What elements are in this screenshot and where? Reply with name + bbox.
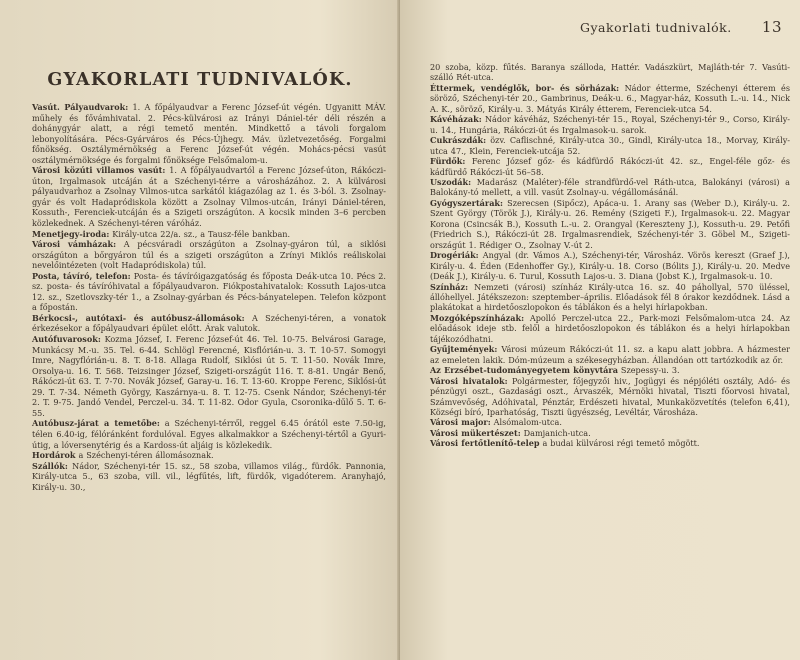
running-head — [430, 18, 790, 36]
entry-text: Kozma József, I. Ferenc József-út 46. Tel. 10-75. Belvárosi Garage, Munkácsy M.-u. 35. Tel. 6-44. Schlögl Ferencné, Kisflórián-u. 3. T. 10-57. Somogyi Imre, Nagyflórián-u. 8. T. 8-18. Allaga Rudolf, Siklósi út 5. T. 11-50. Novák Imre, Orsolya-u. 16. T. 568. Teizsinger József, Szigeti-országút 116. T. 8-81. Ungár Benő, Rákóczi-út 63. T. 7-70. Novák József, Garay-u. 16. T. 13-60. Kroppe Ferenc, Siklósi-út 29. T. 7-34. Németh György, Kaszárnya-u. 8. T. 12-75. Csenk Nándor, Széchenyi-tér 2. T. 9-75. Jandó Vendel, Perczel-u. 34. T. 11-82. Odor Gyula, Csoronika-dűlő 5. T. 6-55. — [32, 334, 386, 418]
entry-label: Menetjegy-iroda: — [32, 228, 110, 239]
entry-text: 20 szoba, közp. fűtés. Baranya szálloda, Hattér. Vadászkürt, Majláth-tér 7. Vasúti-szálló Rét-utca. — [430, 62, 790, 83]
entry — [430, 365, 790, 375]
entry-label: Szállók: — [32, 460, 68, 471]
entry-text: Ferenc József gőz- és kádfürdő Rákóczi-út 42. sz., Engel-féle gőz- és kádfürdő Rákóczi-út 56–58. — [430, 156, 790, 177]
entry — [32, 418, 386, 450]
entry-label: Városi közúti villamos vasút: — [32, 165, 166, 176]
entry-label: Az Erzsébet-tudományegyetem könyvtára — [430, 365, 618, 376]
entry-text: Madarász (Maléter)-féle strandfürdő-vel Ráth-utca, Balokányi (városi) a Balokány-tó mellett, a vill. vasút Zsolnay-u. végállomásánál. — [430, 176, 790, 198]
entry-text: Alsómalom-utca. — [490, 417, 562, 428]
entry-label: Városi major: — [430, 417, 491, 428]
right-entries — [430, 62, 790, 449]
entry — [32, 165, 386, 228]
running-title: Gyakorlati tudnivalók. — [580, 20, 732, 35]
chapter-title: GYAKORLATI TUDNIVALÓK. — [47, 70, 353, 90]
entry-text: Király-utca 22/a. sz., a Tausz-féle bankban. — [109, 228, 291, 239]
entry — [430, 438, 790, 448]
entry-text: a budai külvárosi régi temető mögött. — [539, 438, 700, 449]
entry — [430, 376, 790, 418]
entry-label: Fürdők: — [430, 156, 466, 167]
entry — [32, 461, 386, 493]
entry-label: Mozgóképszínházak: — [430, 312, 525, 323]
entry-text: 1. A főpályaudvar a Ferenc József-út végén. Ugyanitt MÁV. műhely és fővámhivatal. 2. Pécs-külvárosi az Irányi Dániel-tér déli részén a dohánygyár alatt, a régi temető mentén. Mindkettő a távoli forgalom lebonyolítására. Pécs-Gyárváros és Pécs-Újhegy. Máv. üzletvezetőség. Forgalmi főnökség. Osztálymérnökség a Ferenc József-út végén. Mohács-pécsi vasút osztálymérnöksége és forgalmi főnöksége Felsőmalom-u. — [32, 102, 386, 165]
entry-label: Városi mükertészet: — [430, 427, 521, 438]
entry-text: Szepessy-u. 3. — [617, 365, 680, 376]
entry-label: Hordárok — [32, 450, 76, 461]
entry — [32, 450, 386, 461]
entry — [430, 282, 790, 313]
entry-text: Nádor étterme, Széchenyi étterem és söröző, Széchenyi-tér 20., Gambrinus, Deák-u. 6., Magyar-ház, Kossuth L.-u. 14., Nick A. K., söröző, Király-u. 3. Mátyás Király étterem, Ferenciek-utca 54. — [430, 82, 790, 114]
entry-text: Angyal (dr. Vámos A.), Széchenyi-tér, Városház. Vörös kereszt (Graef J.), Király-u. 4. Éden (Edenhoffer Gy.), Király-u. 18. Corso (Bólits J.), Király-u. 20. Medve (Deák J.), Király-u. 6. Turul, Kossuth Lajos-u. 3. Diana (Jobst K.), Irgalmasok-u. 10. — [430, 250, 790, 282]
entry-text: Városi múzeum Rákóczi-út 11. sz. a kapu alatt jobbra. A házmester az emeleten lakik. Dóm-múzeum a székesegyházban. Állandóan ott tartózkodik az őr. — [430, 344, 790, 365]
entry — [32, 313, 386, 334]
entry — [430, 428, 790, 438]
entry-label: Drogériák: — [430, 250, 479, 261]
entry-text: A pécsváradi országúton a Zsolnay-gyáron túl, a siklósi országúton a bőrgyáron túl és a szigeti országúton a Zrínyi Miklós reáliskolai nevelőintézeten (volt Hadapródiskola) túl. — [32, 239, 386, 271]
entry — [32, 334, 386, 418]
entry-text: Szerecsen (Sipőcz), Apáca-u. 1. Arany sas (Weber D.), Király-u. 2. Szent György (Török J.), Király-u. 26. Remény (Szigeti F.), Irgalmasok-u. 22. Magyar Korona (Csincsák B.), Kossuth L.-u. 2. Orangyal (Kereszteny J.), Kossuth-u. 29. Petőfi (Friedrich S.), Rákóczi-út 28. Irgalmasrendiek, Széchenyi-tér 3. Göbel M., Szigeti-országút 1. Rédiger O., Zsolnay V.-út 2. — [430, 197, 790, 250]
entry — [430, 250, 790, 281]
entry-text: Damjanich-utca. — [520, 427, 591, 438]
entry-text: a Széchenyi-térről, reggel 6.45 órától este 7.50-ig, télen 6.40-ig, félóránként fordulóval. Egyes alkalmakkor a Széchenyi-tértől a Gyuri-útig, a lóversenytérig és a Kardoss-út aljáig is közlekedik. — [32, 418, 386, 450]
left-entries — [32, 102, 386, 492]
entry-label: Bérkocsi-, autótaxi- és autóbusz-állomások: — [32, 312, 245, 323]
entry-label: Posta, távíró, telefon: — [32, 270, 131, 281]
entry-label: Kávéházak: — [430, 114, 482, 125]
entry — [32, 102, 386, 165]
entry-label: Uszodák: — [430, 176, 472, 187]
entry — [430, 344, 790, 365]
entry — [430, 313, 790, 344]
entry-label: Színház: — [430, 281, 469, 292]
entry-text: Apolló Perczel-utca 22., Park-mozi Felsőmalom-utca 24. Az előadások ideje stb. felől a hirdetőoszlopokon és táblákon és a helyi hírlapokban tájékozódhatni. — [430, 312, 790, 344]
entry-text: Polgármester, főjegyzői hiv., Jogügyi és népjóléti osztály, Adó- és pénzügyi oszt., Gazdasági oszt., Árvaszék, Mérnöki hivatal, Tiszti főorvosi hivatal, Számvevőség, Adóhivatal, Pénztár, Erdészeti hivatal, Munkaközvetítés (telefon 6,41), Községi bíró, Iparhatóság, Tiszti ügyészség, Levéltár, Városháza. — [430, 375, 790, 417]
entry — [430, 198, 790, 250]
entry-label: Autófuvarosok: — [32, 334, 101, 345]
entry — [430, 83, 790, 114]
entry-text: Posta- és távíróigazgatóság és főposta Deák-utca 10. Pécs 2. sz. posta- és távíróhivatal a főpályaudvaron. Fiókpostahivatalok: Kossuth Lajos-utca 12. sz., Szetlovszky-tér 1., a Zsolnay-gyárban és Pécs-bányatelepen. Telefon központ a főpostán. — [32, 270, 387, 313]
entry-label: Gyógyszertárak: — [430, 197, 504, 208]
entry — [32, 239, 386, 271]
right-page — [400, 0, 800, 660]
entry — [430, 114, 790, 135]
entry-label: Városi fertőtlenítő-telep — [430, 438, 540, 449]
entry-label: Gyűjtemények: — [430, 344, 498, 355]
entry-label: Cukrászdák: — [430, 135, 487, 146]
entry — [32, 271, 386, 313]
entry-label: Autóbusz-járat a temetőbe: — [32, 418, 160, 429]
entry — [430, 62, 790, 83]
entry — [430, 177, 790, 198]
entry — [32, 229, 386, 240]
entry-text: 1. A főpályaudvartól a Ferenc József-úton, Rákóczi-úton, Irgalmasok utcáján át a Széchenyi-térre a városházához. 2. A külvárosi pályaudvarhoz a Zsolnay Vilmos-utca sarkától kiágazólag az 1. és 3-ból. 3. Zsolnay-gyár és volt Hadapródiskola között a Zsolnay Vilmos-utcán, Irányi Dániel-téren, Kossuth-, Ferenciek-utcáján és a Szigeti országúton. A kocsik minden 3–6 percben közlekednek. A Széchenyi-téren váróház. — [32, 165, 386, 229]
entry — [430, 135, 790, 156]
entry — [430, 417, 790, 427]
page-number: 13 — [761, 18, 782, 36]
entry-text: A Széchenyi-téren, a vonatok érkezésekor a főpályaudvari épület előtt. Árak valutok. — [32, 312, 386, 334]
entry-text: a Széchenyi-téren állomásoznak. — [75, 450, 214, 461]
entry-text: Nemzeti (városi) színház Király-utca 16. sz. 40 páhollyal, 570 üléssel, állóhellyel. Játékszezon: szeptember–április. Előadások fél 8 órakor kezdődnek. Lásd a plakátokat a hirdetőoszlopokon és táblákon és a helyi hírlapokban. — [430, 281, 790, 313]
entry — [430, 156, 790, 177]
entry-text: özv. Caflischné, Király-utca 30., Gindl, Király-utca 18., Morvay, Király-utca 47., Klein, Ferenciek-utcája 52. — [430, 135, 790, 156]
entry-label: Éttermek, vendéglők, bor- és sörházak: — [430, 82, 620, 93]
entry-label: Városi hivatalok: — [430, 375, 508, 386]
entry-text: Nádor kávéház, Széchenyi-tér 15., Royal, Széchenyi-tér 9., Corso, Király-u. 14., Hungária, Rákóczi-út és Irgalmasok-u. sarok. — [430, 114, 790, 135]
entry-text: Nádor, Széchenyi-tér 15. sz., 58 szoba, villamos világ., fürdők. Pannonia, Király-utca 5., 63 szoba, vill. vil., légfűtés, lift, fürdők, vigadóterem. Aranyhajó, Király-u. 30., — [32, 460, 386, 492]
entry-label: Vasút. Pályaudvarok: — [32, 102, 129, 112]
entry-label: Városi vámházak: — [32, 239, 117, 250]
